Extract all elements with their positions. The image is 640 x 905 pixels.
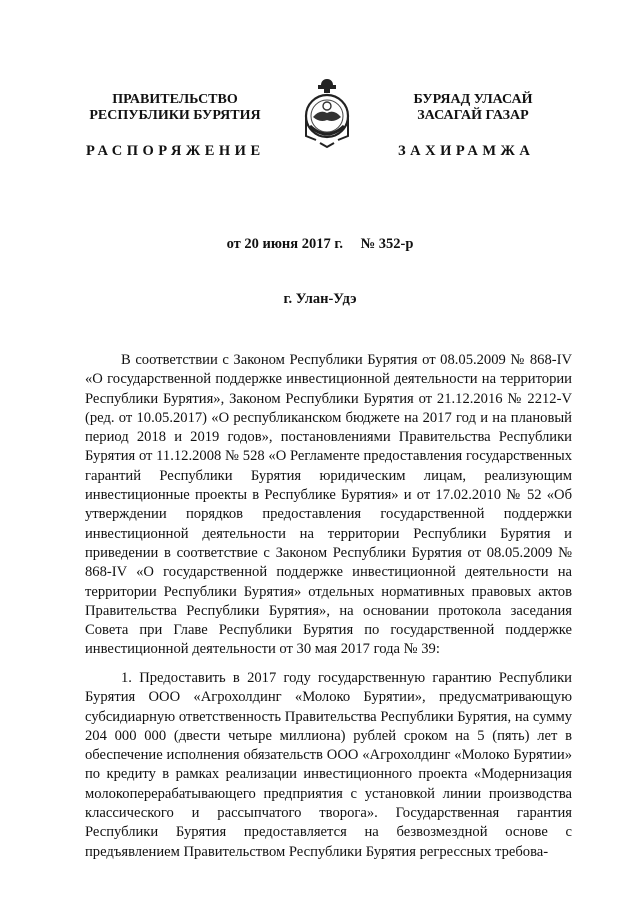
header-right-line1: БУРЯАД УЛАСАЙ [413, 92, 533, 107]
preamble-block [85, 351, 572, 660]
header-right-line2: ЗАСАГАЙ ГАЗАР [417, 108, 529, 123]
header-left-block [80, 92, 270, 124]
document-number: № 352-р [360, 236, 414, 252]
header-left-line1: ПРАВИТЕЛЬСТВО [112, 92, 238, 107]
document-kind-bur: ЗАХИРАМЖА [398, 143, 535, 159]
item-1-paragraph: 1. Предоставить в 2017 году государственную гарантию Республики Бурятия ООО «Агрохолдинг «Молоко Бурятии», предусматривающую субсидиарную ответственность Правительства Республики Бурятия, на сумму 204 000 000 (двести четыре миллиона) рублей сроком на 5 (пять) лет в обеспечение исполнения обязательств ООО «Агрохолдинг «Молоко Бурятии» по кредиту в рамках реализации инвестиционного проекта «Модернизация молокоперерабатывающего предприятия с установкой линии производства классического и рассыпчатого творога». Государственная гарантия Республики Бурятия предоставляется на безвозмездной основе с предъявлением Правительством Республики Бурятия регрессных требова- [85, 670, 572, 860]
coat-of-arms-icon [300, 76, 354, 150]
preamble-paragraph: В соответствии с Законом Республики Бурятия от 08.05.2009 № 868-IV «О государственной поддержке инвестиционной деятельности на территории Республики Бурятия», Законом Республики Бурятия от 21.12.2016 № 2212-V (ред. от 10.05.2017) «О республиканском бюджете на 2017 год и на плановый период 2018 и 2019 годов», постановлениями Правительства Республики Бурятия от 11.12.2008 № 528 «О Регламенте предоставления государственных гарантий Республики Бурятия юридическим лицам, реализующим инвестиционные проекты в Республике Бурятия» и от 17.02.2010 № 52 «Об утверждении порядков предоставления государственной поддержки инвестиционной деятельности на территории Республики Бурятия и приведении в соответствие с Законом Республики Бурятия от 08.05.2009 № 868-IV «О государственной поддержке инвестиционной деятельности на территории Республики Бурятия» отдельных нормативных правовых актов Правительства Республики Бурятия», на основании протокола заседания Совета при Главе Республики Бурятия по государственной поддержке инвестиционной деятельности от 30 мая 2017 года № 39: [85, 352, 572, 658]
document-kind-ru: РАСПОРЯЖЕНИЕ [86, 143, 265, 159]
header-right-block [378, 92, 568, 124]
document-date: от 20 июня 2017 г. [226, 236, 343, 252]
date-number-line [0, 236, 640, 253]
item-1-block [85, 669, 572, 862]
header-left-line2: РЕСПУБЛИКИ БУРЯТИЯ [89, 108, 261, 123]
document-city: г. Улан-Удэ [283, 291, 357, 307]
